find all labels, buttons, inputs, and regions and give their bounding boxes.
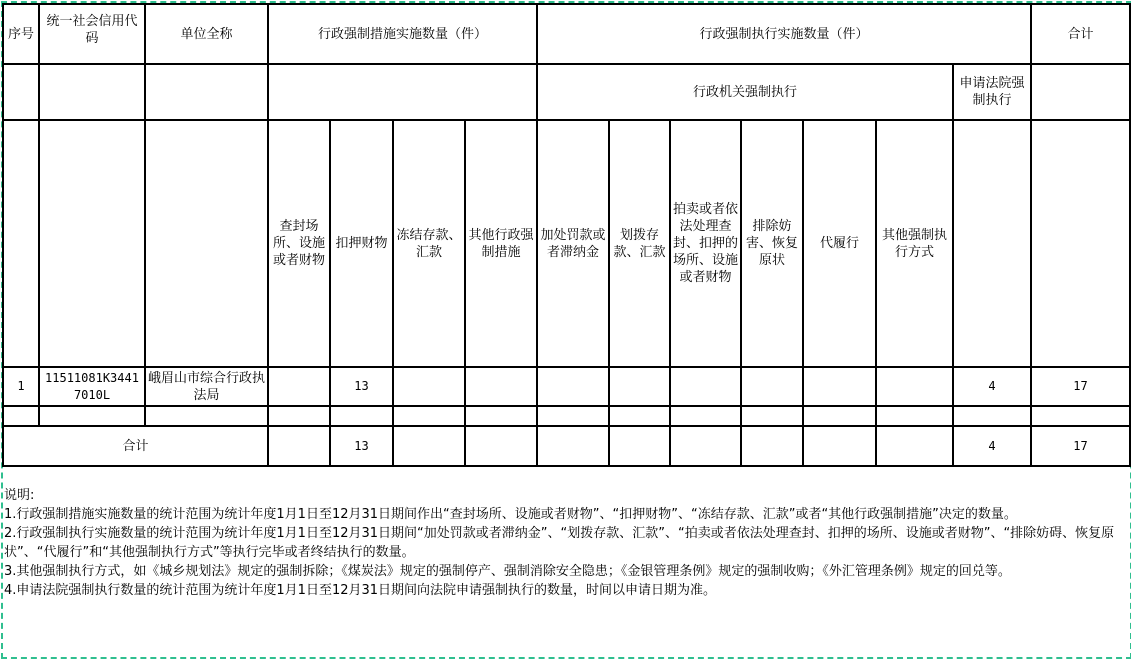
header-execution: 代履行 [803,120,876,367]
cell [145,120,268,367]
total-value [741,426,803,466]
total-court-value: 4 [953,426,1031,466]
table-row [3,367,1130,406]
cell [3,64,39,120]
cell [3,406,39,426]
header-total: 合计 [1031,4,1130,64]
total-value [670,426,741,466]
row-value: 13 [330,367,393,406]
header-court-execution: 申请法院强制执行 [953,64,1031,120]
cell [537,406,609,426]
cell [741,406,803,426]
total-value [393,426,465,466]
total-value [803,426,876,466]
total-value [465,426,537,466]
header-row-3 [3,120,1130,367]
cell [268,64,537,120]
note-item: 1.行政强制措施实施数量的统计范围为统计年度1月1日至12月31日期间作出“查封场所、设施或者财物”、“扣押财物”、“冻结存款、汇款”或者“其他行政强制措施”决定的数量。 [4,507,1017,522]
cell [39,120,145,367]
row-value [670,367,741,406]
empty-row [3,406,1130,426]
cell [145,64,268,120]
row-value [537,367,609,406]
header-execution: 排除妨害、恢复原状 [741,120,803,367]
header-admin-execution: 行政机关强制执行 [537,64,953,120]
cell [268,406,330,426]
notes-title: 说明: [4,488,35,503]
total-value [876,426,953,466]
cell [3,120,39,367]
cell [1031,120,1130,367]
row-unit-name: 峨眉山市综合行政执法局 [145,367,268,406]
row-value [741,367,803,406]
header-unit-name: 单位全称 [145,4,268,64]
total-value [537,426,609,466]
grand-total: 17 [1031,426,1130,466]
cell [330,406,393,426]
cell [39,64,145,120]
cell [609,406,670,426]
header-row-2 [3,64,1130,120]
cell [39,406,145,426]
row-value [876,367,953,406]
header-seq: 序号 [3,4,39,64]
cell [393,406,465,426]
header-execution: 加处罚款或者滞纳金 [537,120,609,367]
header-execution: 拍卖或者依法处理查封、扣押的场所、设施或者财物 [670,120,741,367]
header-measure: 冻结存款、汇款 [393,120,465,367]
note-item: 2.行政强制执行实施数量的统计范围为统计年度1月1日至12月31日期间“加处罚款或者滞纳金”、“划拨存款、汇款”、“拍卖或者依法处理查封、扣押的场所、设施或者财物”、“排除妨碍、恢复原状”、“代履行”和“其他强制执行方式”等执行完毕或者终结执行的数量。 [4,526,1115,560]
header-measures-group: 行政强制措施实施数量（件） [268,4,537,64]
cell [803,406,876,426]
note-item: 3.其他强制执行方式，如《城乡规划法》规定的强制拆除；《煤炭法》规定的强制停产、强制消除安全隐患；《金银管理条例》规定的强制收购；《外汇管理条例》规定的回兑等。 [4,564,1011,579]
cell [670,406,741,426]
notes-section [4,486,1126,600]
header-measure: 其他行政强制措施 [465,120,537,367]
cell [1031,406,1130,426]
row-total: 17 [1031,367,1130,406]
cell [465,406,537,426]
header-measure: 扣押财物 [330,120,393,367]
row-value [609,367,670,406]
note-item: 4.申请法院强制执行数量的统计范围为统计年度1月1日至12月31日期间向法院申请强制执行的数量，时间以申请日期为准。 [4,583,717,598]
cell [876,406,953,426]
row-value [465,367,537,406]
cell [1031,64,1130,120]
cell [145,406,268,426]
header-credit-code: 统一社会信用代码 [39,4,145,64]
header-row-1 [3,4,1130,64]
header-measure: 查封场所、设施或者财物 [268,120,330,367]
enforcement-statistics-table [2,3,1131,467]
header-execution: 其他强制执行方式 [876,120,953,367]
row-court-value: 4 [953,367,1031,406]
total-value [609,426,670,466]
total-value: 13 [330,426,393,466]
row-value [393,367,465,406]
header-execution: 划拨存款、汇款 [609,120,670,367]
cell [953,406,1031,426]
total-row [3,426,1130,466]
row-value [803,367,876,406]
total-label: 合计 [3,426,268,466]
row-seq: 1 [3,367,39,406]
cell [953,120,1031,367]
total-value [268,426,330,466]
header-execution-group: 行政强制执行实施数量（件） [537,4,1031,64]
row-value [268,367,330,406]
row-credit-code: 11511081K34417010L [39,367,145,406]
